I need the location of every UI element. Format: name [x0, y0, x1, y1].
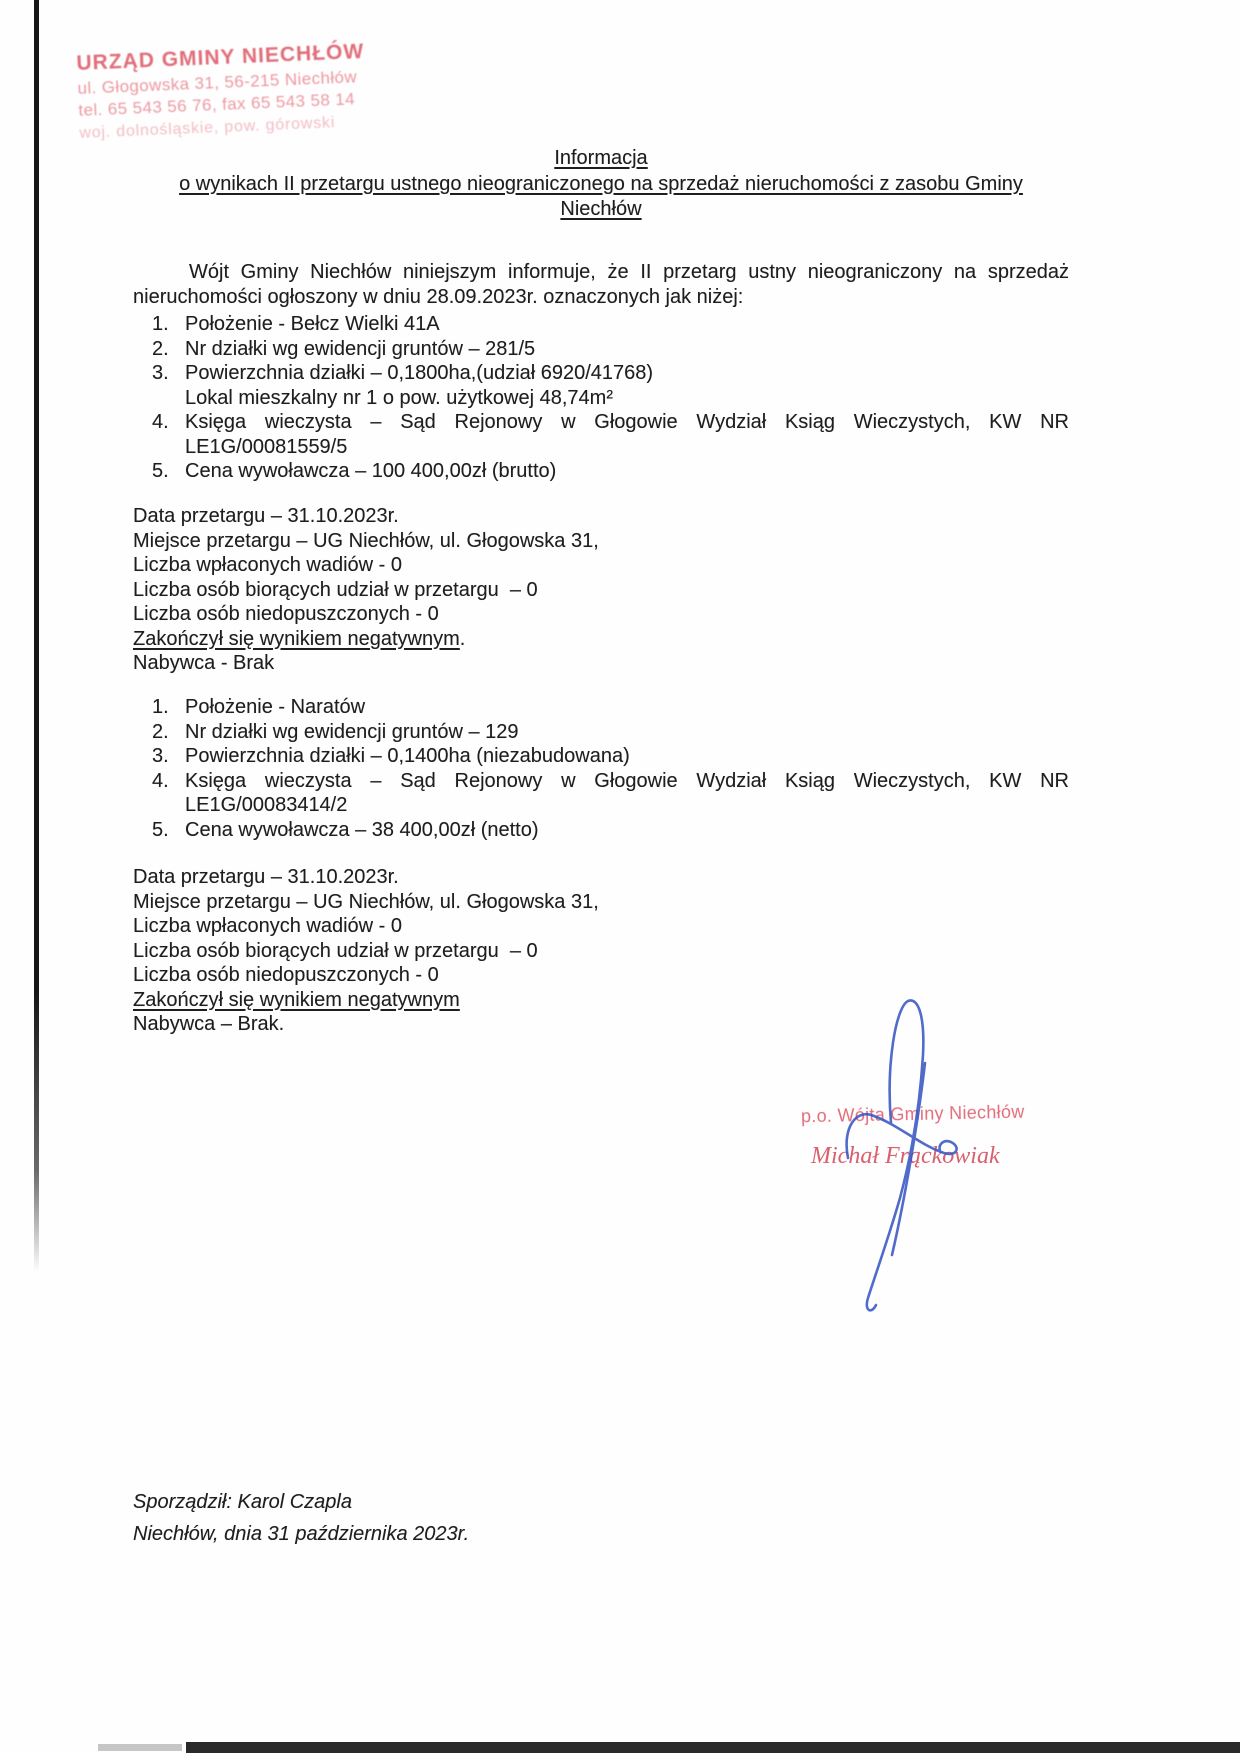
- detail-line: Miejsce przetargu – UG Niechłów, ul. Głogowska 31,: [133, 890, 599, 913]
- list-item-number: 2.: [152, 720, 169, 743]
- list-item-text-continued: LE1G/00081559/5: [185, 435, 348, 458]
- auction-lot-1-list: [133, 312, 1069, 484]
- auction-lot-2-list: [133, 695, 1069, 842]
- office-stamp-name: URZĄD GMINY NIECHŁÓW: [76, 39, 365, 75]
- list-item-number: 5.: [152, 460, 169, 482]
- list-item-number: 5.: [152, 818, 169, 841]
- list-item-text: Położenie - Naratów: [185, 696, 366, 718]
- buyer-line: Nabywca - Brak: [133, 652, 275, 674]
- list-item-text: Księga wieczysta – Sąd Rejonowy w Głogowie Wydział Ksiąg Wieczystych, KW NR: [185, 769, 1069, 792]
- intro-paragraph: [133, 260, 1069, 309]
- list-item-number: 3.: [152, 362, 169, 384]
- list-item-text-continued: LE1G/00083414/2: [185, 794, 348, 816]
- footer-block: [133, 1486, 469, 1550]
- detail-line: Liczba osób niedopuszczonych - 0: [133, 964, 439, 986]
- list-item: [133, 769, 1069, 818]
- list-item: [133, 337, 1069, 362]
- scan-artifact-left-line: [34, 0, 39, 1272]
- scan-artifact-gray-mark: [98, 1744, 182, 1751]
- detail-line: Liczba osób niedopuszczonych - 0: [133, 603, 439, 625]
- list-item-number: 4.: [152, 769, 169, 792]
- office-header-stamp: [76, 40, 367, 143]
- intro-line-2: nieruchomości ogłoszony w dniu 28.09.2023r. oznaczonych jak niżej:: [133, 285, 744, 308]
- title-line-2: o wynikach II przetargu ustnego nieograniczonego na sprzedaż nieruchomości z zasobu Gminy: [179, 172, 1023, 195]
- list-item-text: Nr działki wg ewidencji gruntów – 281/5: [185, 337, 536, 360]
- list-item-text: Powierzchnia działki – 0,1400ha (niezabudowana): [185, 745, 630, 767]
- auction-lot-1-details: [133, 504, 1069, 676]
- scan-artifact-bottom-bar: [186, 1742, 1240, 1753]
- list-item-number: 1.: [152, 313, 169, 335]
- list-item: [133, 312, 1069, 337]
- result-text: Zakończył się wynikiem negatywnym: [133, 627, 460, 650]
- office-stamp-phone: tel. 65 543 56 76, fax 65 543 58 14: [78, 89, 356, 120]
- list-item: [133, 459, 1069, 484]
- list-item-number: 4.: [152, 411, 169, 433]
- result-suffix: .: [459, 627, 466, 650]
- office-stamp-address: ul. Głogowska 31, 56-215 Niechłów: [77, 67, 358, 98]
- list-item: [133, 744, 1069, 769]
- list-item: [133, 410, 1069, 459]
- detail-line: Data przetargu – 31.10.2023r.: [133, 866, 399, 888]
- footer-prepared-by: Sporządził: Karol Czapla: [133, 1491, 352, 1513]
- list-item: [133, 695, 1069, 720]
- detail-line: Liczba wpłaconych wadiów - 0: [133, 554, 403, 576]
- intro-line-1: Wójt Gminy Niechłów niniejszym informuje, że II przetarg ustny nieograniczony na sprzedaż: [189, 261, 1069, 283]
- handwritten-signature: [828, 993, 978, 1328]
- detail-line: Liczba wpłaconych wadiów - 0: [133, 915, 403, 937]
- footer-place-date: Niechłów, dnia 31 października 2023r.: [133, 1523, 470, 1545]
- list-item-number: 1.: [152, 696, 169, 718]
- list-item-number: 2.: [152, 337, 169, 360]
- list-item: [133, 720, 1069, 745]
- list-item-text-continued: Lokal mieszkalny nr 1 o pow. użytkowej 48,74m²: [185, 386, 613, 409]
- list-item-text: Powierzchnia działki – 0,1800ha,(udział 6920/41768): [185, 362, 654, 384]
- title-line-1: Informacja: [554, 147, 648, 169]
- list-item-text: Położenie - Bełcz Wielki 41A: [185, 313, 440, 335]
- document-title: [133, 146, 1069, 223]
- detail-line: Miejsce przetargu – UG Niechłów, ul. Głogowska 31,: [133, 529, 599, 552]
- list-item-text: Cena wywoławcza – 100 400,00zł (brutto): [185, 460, 557, 482]
- list-item-text: Cena wywoławcza – 38 400,00zł (netto): [185, 818, 539, 841]
- list-item: [133, 361, 1069, 410]
- title-line-3: Niechłów: [560, 198, 642, 220]
- list-item-text: Księga wieczysta – Sąd Rejonowy w Głogowie Wydział Ksiąg Wieczystych, KW NR: [185, 411, 1069, 433]
- list-item: [133, 818, 1069, 843]
- buyer-line: Nabywca – Brak.: [133, 1013, 285, 1035]
- list-item-text: Nr działki wg ewidencji gruntów – 129: [185, 720, 519, 743]
- detail-line: Liczba osób biorących udział w przetargu – 0: [133, 578, 538, 601]
- result-text: Zakończył się wynikiem negatywnym: [133, 988, 460, 1011]
- result-line: [133, 627, 1069, 652]
- detail-line: Data przetargu – 31.10.2023r.: [133, 505, 399, 527]
- list-item-number: 3.: [152, 745, 169, 767]
- office-stamp-region: woj. dolnośląskie, pow. górowski: [79, 114, 336, 142]
- signatory-name-stamp: Michał Frąckowiak: [811, 1143, 1000, 1169]
- signatory-title-stamp: p.o. Wójta Gminy Niechłów: [800, 1101, 1025, 1127]
- detail-line: Liczba osób biorących udział w przetargu – 0: [133, 939, 538, 962]
